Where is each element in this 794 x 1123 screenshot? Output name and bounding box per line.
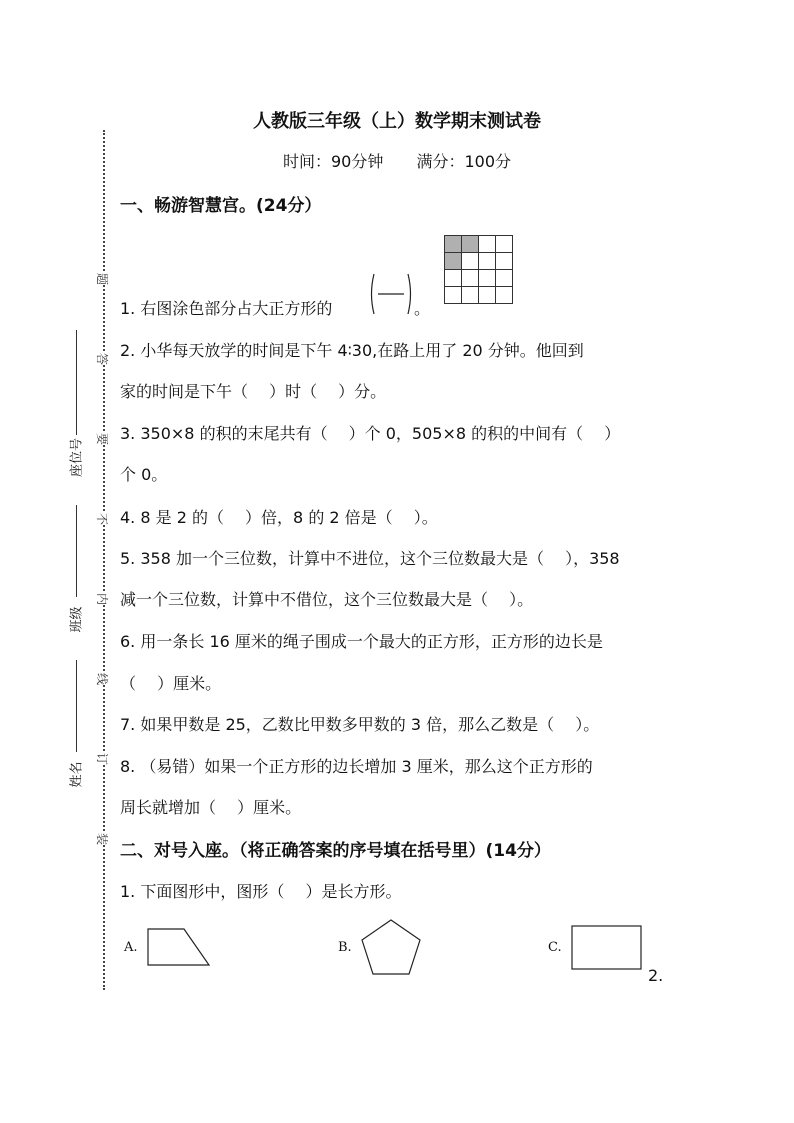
grid-cell <box>445 270 462 287</box>
seat-number-label: 座位号 <box>69 438 85 478</box>
grid-cell <box>462 236 479 253</box>
grid-cell <box>445 253 462 270</box>
grid-cell <box>462 287 479 304</box>
name-label: 姓名 <box>69 761 85 788</box>
grid-cell <box>496 253 513 270</box>
seat-number-field[interactable] <box>55 330 89 480</box>
page-title: 人教版三年级（上）数学期末测试卷 <box>253 111 541 132</box>
question-1-5: 5. 358 加一个三位数，计算中不进位，这个三位数最大是（ ），358 <box>120 549 620 568</box>
question-1-1 <box>120 296 332 319</box>
section-2-heading: 二、对号入座。（将正确答案的序号填在括号里）(14分） <box>120 841 551 861</box>
binding-char: 线 <box>95 672 110 686</box>
binding-char: 题 <box>95 272 110 286</box>
question-1-2-cont: 家的时间是下午（ ）时（ ）分。 <box>120 382 387 401</box>
grid-cell <box>479 287 496 304</box>
binding-char: 订 <box>95 752 110 766</box>
question-2-1: 1. 下面图形中，图形（ ）是长方形。 <box>120 882 402 901</box>
question-1-6: 6. 用一条长 16 厘米的绳子围成一个最大的正方形，正方形的边长是 <box>120 632 603 651</box>
exam-info <box>0 149 794 172</box>
binding-char: 要 <box>95 432 110 446</box>
question-1-3-cont: 个 0。 <box>120 465 168 484</box>
grid-cell <box>445 236 462 253</box>
option-b-label: B. <box>338 940 352 955</box>
question-text: 1. 右图涂色部分占大正方形的 <box>120 299 333 318</box>
option-c-label: C. <box>548 940 562 955</box>
pentagon-shape <box>360 918 422 976</box>
binding-char: 装 <box>95 832 110 846</box>
question-1-8: 8. （易错）如果一个正方形的边长增加 3 厘米，那么这个正方形的 <box>120 757 593 776</box>
question-1-1-end: 。 <box>414 299 431 318</box>
question-1-3: 3. 350×8 的积的末尾共有（ ）个 0，505×8 的积的中间有（ ） <box>120 424 621 443</box>
question-1-2: 2. 小华每天放学的时间是下午 4∶30,在路上用了 20 分钟。他回到 <box>120 341 584 360</box>
seat-number-line <box>76 330 77 435</box>
question-2-2-start: 2. <box>648 966 664 985</box>
class-label: 班级 <box>69 606 85 633</box>
section-1-heading: 一、畅游智慧宫。(24分） <box>120 196 322 216</box>
binding-char: 内 <box>95 592 110 606</box>
question-1-8-cont: 周长就增加（ ）厘米。 <box>120 798 302 817</box>
grid-cell <box>479 270 496 287</box>
binding-char: 不 <box>95 512 110 526</box>
fraction-answer-blank[interactable] <box>368 272 414 316</box>
class-field[interactable] <box>55 505 89 635</box>
name-line <box>76 660 77 752</box>
question-1-6-cont: （ ）厘米。 <box>120 674 222 693</box>
name-field[interactable] <box>55 660 89 790</box>
option-a-label: A. <box>124 940 138 955</box>
exam-score: 满分：100分 <box>416 152 511 171</box>
grid-cell <box>445 287 462 304</box>
exam-time: 时间：90分钟 <box>282 152 384 171</box>
binding-char: 答 <box>95 352 110 366</box>
rectangle-shape <box>571 925 643 971</box>
question-1-7: 7. 如果甲数是 25，乙数比甲数多甲数的 3 倍，那么乙数是（ ）。 <box>120 715 600 734</box>
class-line <box>76 505 77 597</box>
grid-cell <box>479 253 496 270</box>
question-1-5-cont: 减一个三位数，计算中不借位，这个三位数最大是（ ）。 <box>120 590 534 609</box>
trapezoid-shape <box>146 927 212 967</box>
grid-cell <box>462 270 479 287</box>
fraction-grid <box>444 235 513 304</box>
grid-cell <box>496 287 513 304</box>
grid-cell <box>496 270 513 287</box>
grid-cell <box>479 236 496 253</box>
binding-dotted-line <box>103 130 105 990</box>
grid-cell <box>462 253 479 270</box>
grid-cell <box>496 236 513 253</box>
question-1-4: 4. 8 是 2 的（ ）倍，8 的 2 倍是（ ）。 <box>120 508 438 527</box>
